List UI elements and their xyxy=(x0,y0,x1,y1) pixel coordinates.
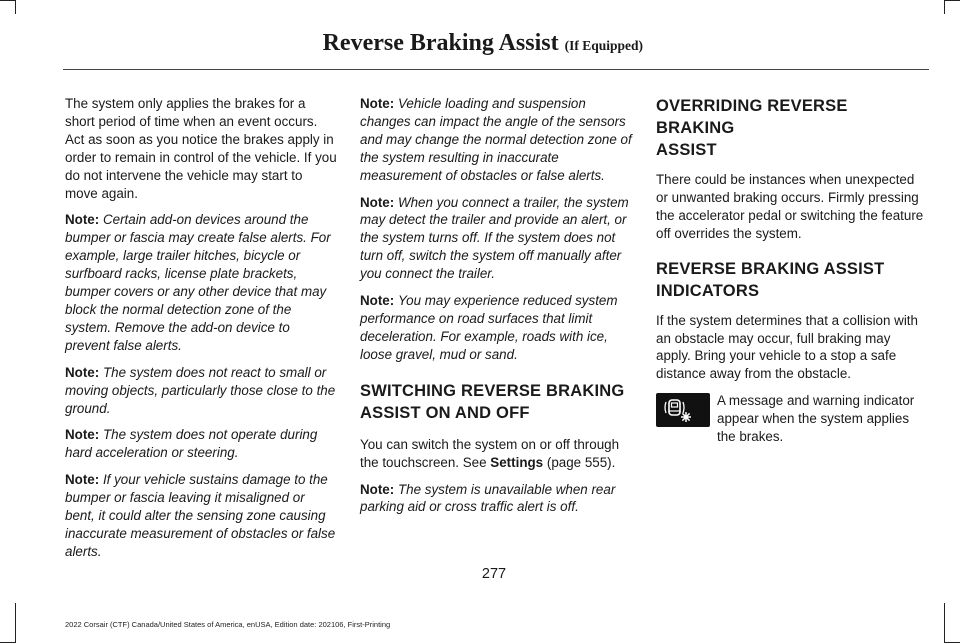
switch-text: You can switch the system on or off through the touchscreen. See xyxy=(360,436,620,470)
reverse-brake-assist-warning-icon xyxy=(656,393,710,427)
note-label: Note: xyxy=(360,194,395,210)
note-text: Certain add-on devices around the bumper or fascia may create false alerts. For example, large trailer hitches, bicycle or surfboard racks, license plate brackets, bumper covers or any other device that may block the normal detection zone of the system. Remove the add-on device to prevent false alerts. xyxy=(65,212,331,353)
note-text: The system is unavailable when rear parking aid or cross traffic alert is off. xyxy=(360,481,616,515)
crop-mark xyxy=(944,603,945,643)
paragraph: If the system determines that a collision with an obstacle may occur, full braking may apply. Bring your vehicle to a stop a safe distance away from the obstacle. xyxy=(656,312,918,382)
section-heading-switching xyxy=(360,380,632,424)
section-heading-overriding xyxy=(656,95,928,161)
note-label: Note: xyxy=(65,212,100,228)
page-title: Reverse Braking Assist xyxy=(322,30,559,56)
heading-line: OVERRIDING REVERSE BRAKING xyxy=(656,97,848,137)
footer-text: 2022 Corsair (CTF) Canada/United States of America, enUSA, Edition date: 202106, First-Printing xyxy=(65,620,391,629)
heading-line: SWITCHING REVERSE BRAKING xyxy=(360,381,625,400)
crop-mark xyxy=(0,0,16,1)
note-text: The system does not operate during hard acceleration or steering. xyxy=(65,427,318,461)
note-label: Note: xyxy=(65,427,100,443)
note-label: Note: xyxy=(65,472,100,488)
indicator-description: A message and warning indicator appear when the system applies the brakes. xyxy=(717,393,915,445)
note xyxy=(65,364,337,418)
page-title-suffix: (If Equipped) xyxy=(564,38,643,53)
note-text: The system does not react to small or moving objects, particularly those close to the ground. xyxy=(65,364,336,416)
note-label: Note: xyxy=(360,96,395,111)
indicator-row xyxy=(656,392,928,455)
note xyxy=(65,426,337,462)
paragraph: The system only applies the brakes for a short period of time when an event occurs. Act as soon as you notice the brakes apply in order to remain in control of the vehicle. If you do not intervene the vehicle may start to move again. xyxy=(65,96,337,201)
paragraph: There could be instances when unexpected or unwanted braking occurs. Firmly pressing the accelerator pedal or switching the feature off overrides the system. xyxy=(656,172,924,241)
crop-mark xyxy=(15,0,16,14)
note xyxy=(65,211,337,354)
note-text: When you connect a trailer, the system may detect the trailer and provide an alert, or the system turns off. If the system does not turn off, switch the system off manually after you connect the trailer. xyxy=(360,194,629,282)
note-label: Note: xyxy=(360,481,395,497)
page-reference: (page 555). xyxy=(546,454,616,470)
note-label: Note: xyxy=(65,364,100,380)
page-number: 277 xyxy=(481,566,507,582)
header-rule xyxy=(63,69,929,70)
crop-mark xyxy=(944,0,960,1)
reverse-brake-assist-warning-icon-graphic xyxy=(656,393,710,427)
note xyxy=(360,481,632,517)
note-label: Note: xyxy=(360,293,395,309)
page-header xyxy=(323,30,643,57)
heading-line: REVERSE BRAKING ASSIST xyxy=(656,259,885,278)
note xyxy=(65,471,337,561)
section-heading-indicators xyxy=(656,258,928,302)
crop-mark xyxy=(15,603,16,643)
note xyxy=(360,194,632,284)
column-2 xyxy=(360,95,632,525)
column-3 xyxy=(656,95,928,455)
heading-line: INDICATORS xyxy=(656,281,760,300)
paragraph xyxy=(360,436,632,472)
column-1 xyxy=(65,95,337,570)
heading-line: ASSIST ON AND OFF xyxy=(360,403,530,422)
note xyxy=(360,95,632,185)
note xyxy=(360,292,632,364)
note-text: If your vehicle sustains damage to the bumper or fascia leaving it misaligned or bent, it could alter the sensing zone causing inaccurate measurement of obstacles or false alerts. xyxy=(65,472,336,559)
settings-link[interactable]: Settings xyxy=(490,454,544,470)
note-text: Vehicle loading and suspension changes can impact the angle of the sensors and may change the normal detection zone of the system resulting in inaccurate measurement of obstacles or false alerts. xyxy=(360,96,632,183)
note-text: You may experience reduced system performance on road surfaces that limit deceleration. For example, roads with ice, loose gravel, mud or sand. xyxy=(360,293,618,362)
heading-line: ASSIST xyxy=(656,141,717,159)
crop-mark xyxy=(944,0,945,14)
